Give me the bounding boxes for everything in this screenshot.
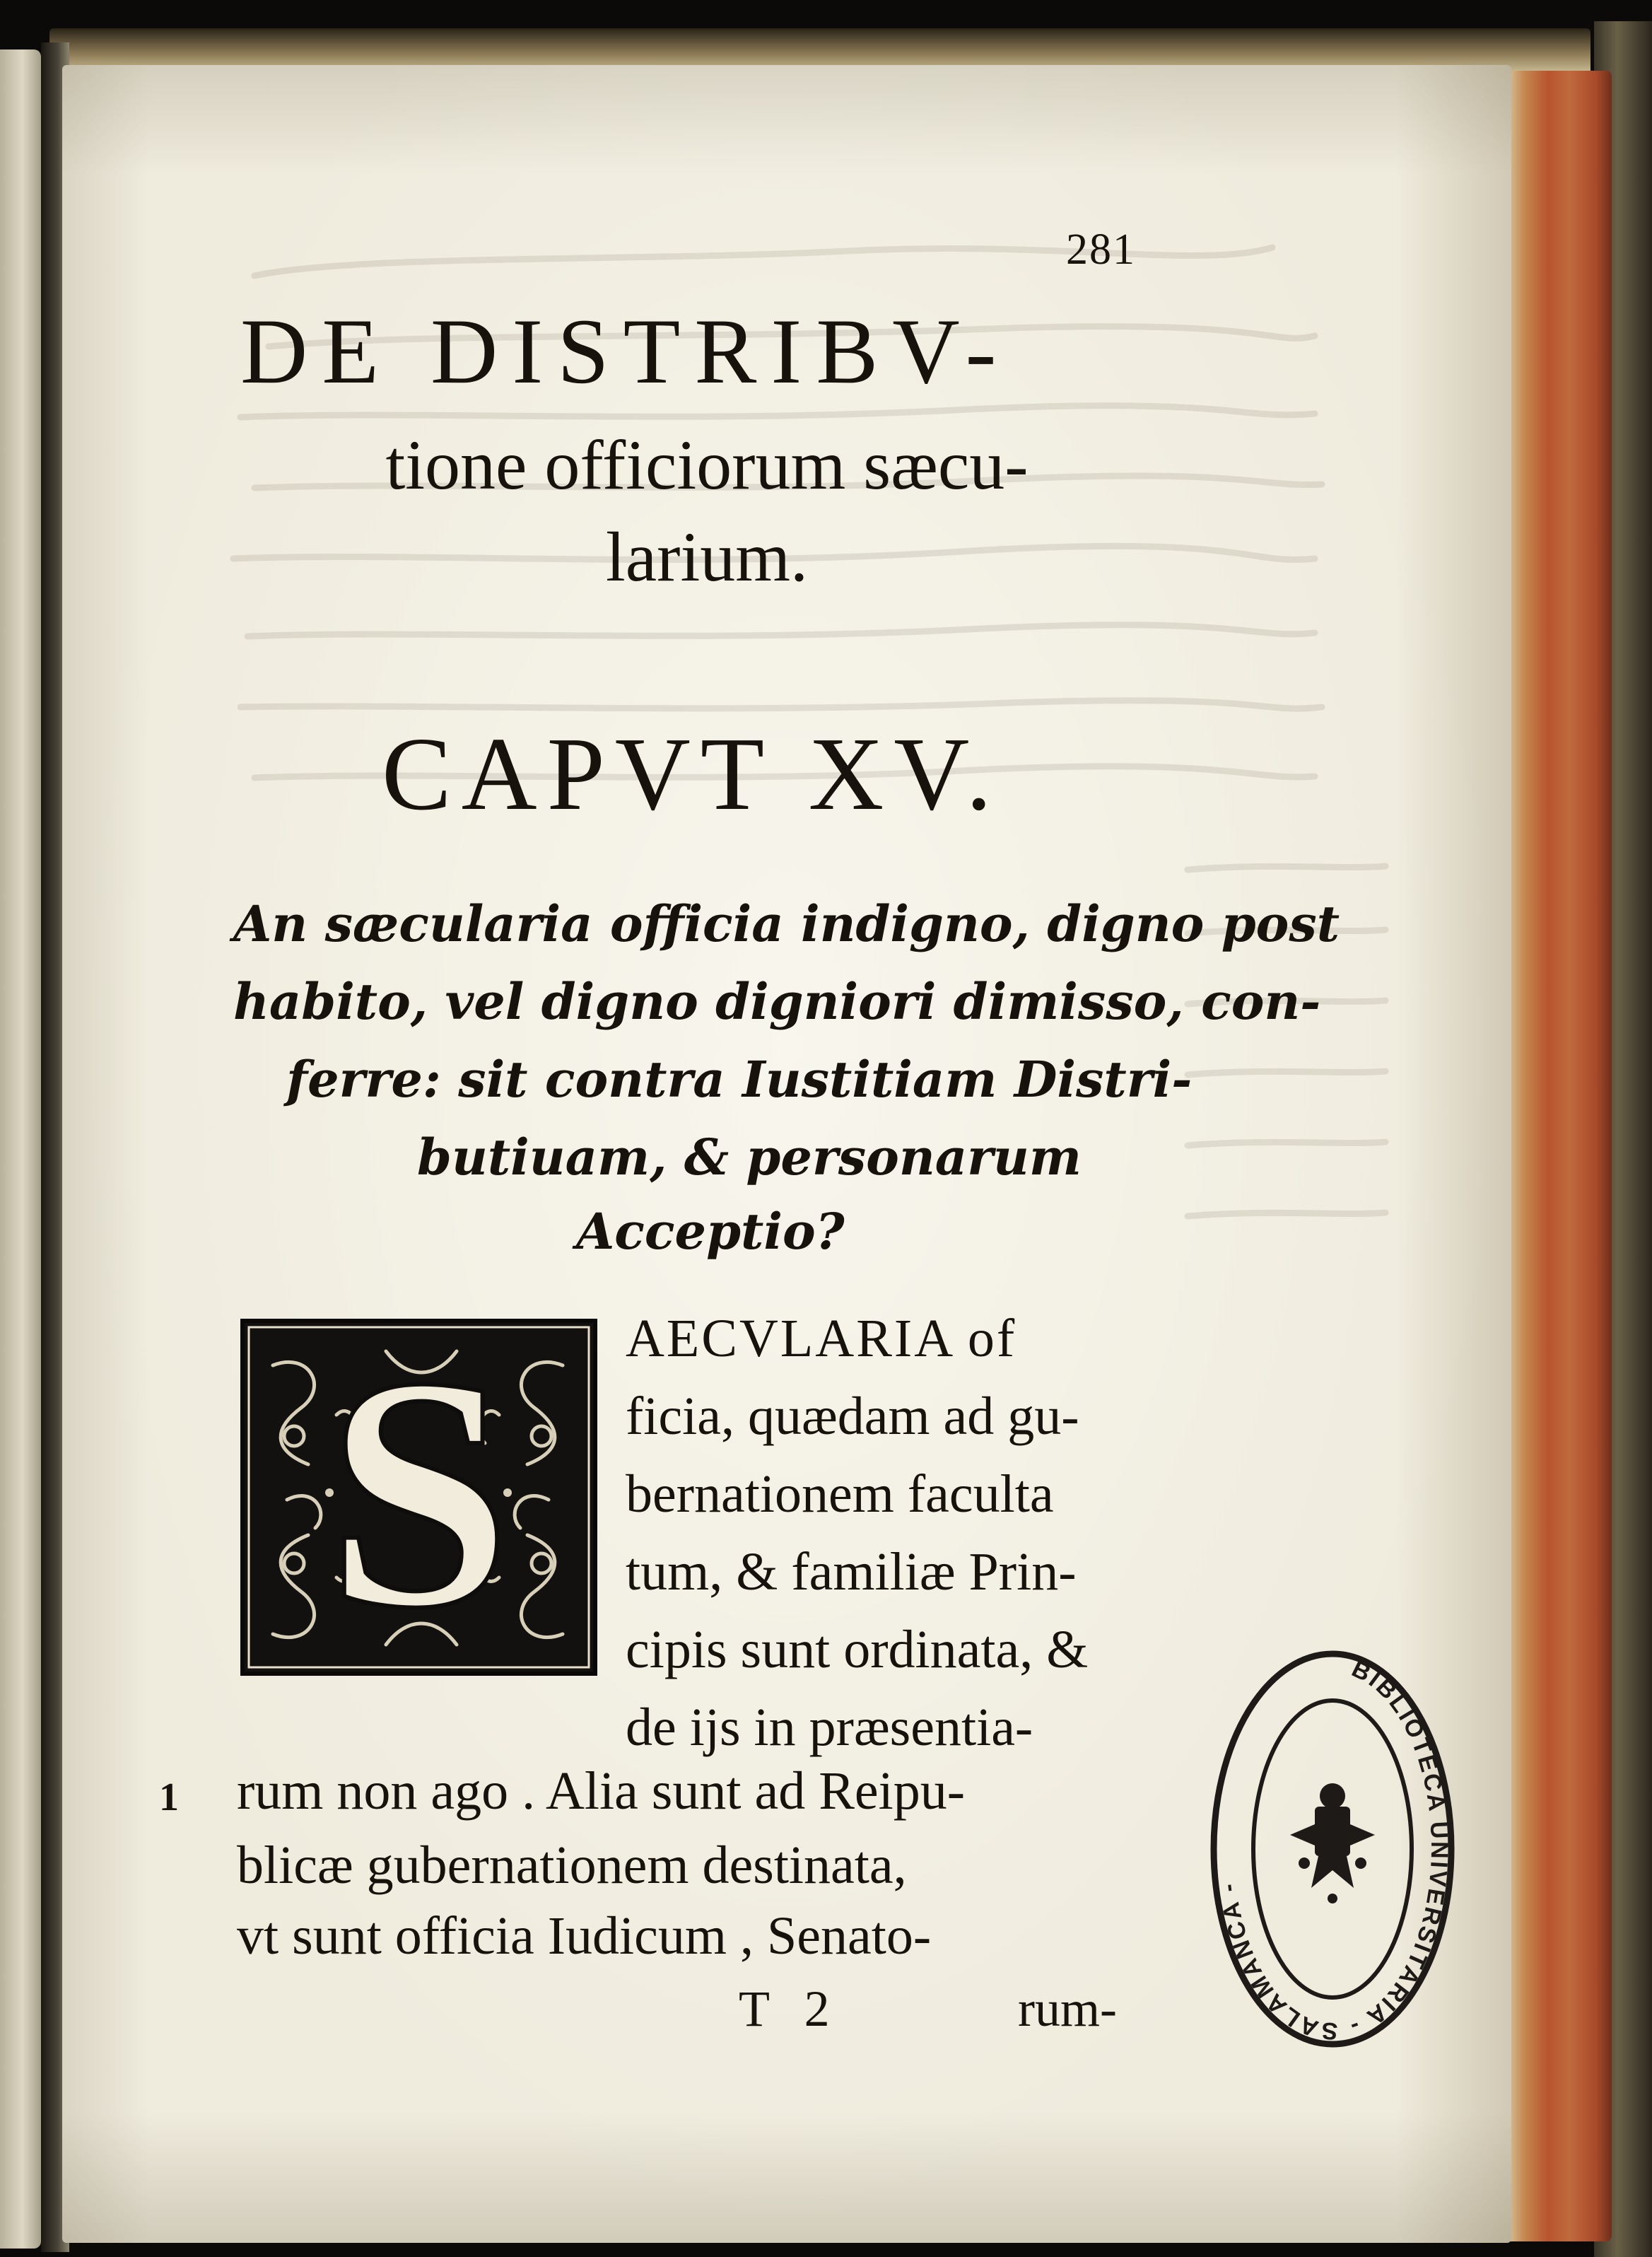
body-line: bernationem faculta: [626, 1464, 1054, 1524]
body-line: cipis sunt ordinata, &: [626, 1620, 1089, 1679]
red-fore-edge: [1506, 71, 1612, 2241]
body-line: blicæ gubernationem destinata,: [237, 1836, 907, 1895]
crest-icon: [1290, 1783, 1375, 1903]
question-line: butiuam, & personarum: [417, 1128, 1082, 1186]
book-top-edge: [49, 28, 1591, 71]
body-line: de ijs in præsentia-: [626, 1698, 1033, 1757]
left-page-edge: [0, 49, 41, 2249]
question-line: An sæcularia officia indigno, digno post: [233, 894, 1340, 953]
title-line-3: larium.: [605, 518, 809, 596]
chapter-heading: CAPVT XV.: [382, 716, 1002, 832]
page-number: 281: [1066, 226, 1136, 274]
catchword: rum-: [1018, 1981, 1117, 2037]
signature-mark: T 2: [739, 1981, 841, 2037]
question-line: Acceptio?: [576, 1202, 845, 1261]
body-line: vt sunt officia Iudicum , Senato-: [237, 1906, 932, 1966]
title-line-1: DE DISTRIBV-: [240, 299, 1011, 403]
title-line-2: tione officiorum sæcu-: [385, 426, 1029, 504]
body-line: tum, & familiæ Prin-: [626, 1542, 1077, 1602]
body-line: AECVLARIA of: [626, 1309, 1017, 1368]
body-line: rum non ago . Alia sunt ad Reipu-: [237, 1761, 966, 1821]
decorated-initial: [240, 1308, 597, 1676]
stamp-text: BIBLIOTECA UNIVERSITARIA - SALAMANCA -: [1214, 1655, 1453, 2045]
library-stamp: [1205, 1644, 1460, 2054]
body-line: ficia, quædam ad gu-: [626, 1387, 1079, 1446]
initial-letter: S: [326, 1308, 512, 1676]
question-line: habito, vel digno digniori dimisso, con-: [233, 972, 1321, 1031]
question-line: ferre: sit contra Iustitiam Distri-: [286, 1050, 1193, 1109]
margin-note-number: 1: [159, 1775, 179, 1819]
